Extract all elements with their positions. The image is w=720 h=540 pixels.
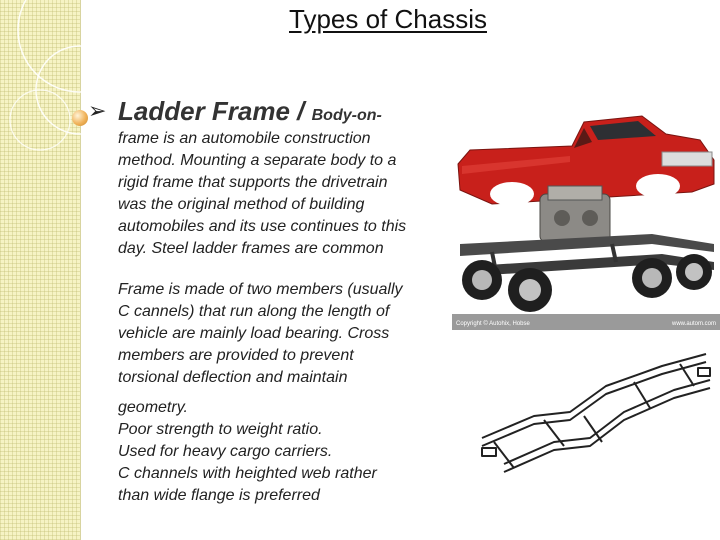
ladder-frame-icon bbox=[482, 354, 710, 472]
image-caption-right: www.autom.com bbox=[671, 321, 716, 327]
paragraph-properties: geometry. Poor strength to weight ratio. Used for heavy cargo carriers. C channels with heighted web rather than wide flange is preferred bbox=[118, 399, 377, 504]
bullet-dot-icon bbox=[72, 110, 88, 126]
image-caption-left: Copyright © Autohix, Hobse bbox=[456, 321, 530, 327]
bullet-heading bbox=[118, 96, 382, 127]
paragraph-definition: frame is an automobile construction method. Mounting a separate body to a rigid frame that supports the drivetrain was the original method of building automobiles and its use continues to this day. Steel ladder frames are common bbox=[118, 130, 407, 257]
slide-title: Types of Chassis bbox=[289, 4, 487, 34]
engine-icon bbox=[540, 186, 610, 242]
exploded-truck-image bbox=[452, 94, 720, 330]
heading-main: Ladder Frame / bbox=[118, 96, 312, 126]
heading-small: Body-on- bbox=[311, 107, 382, 124]
ladder-frame-image bbox=[474, 346, 714, 474]
paragraph-members: Frame is made of two members (usually C cannels) that run along the length of vehicle are mainly load bearing. Cross members are provided to prevent torsional deflection and maintain bbox=[118, 281, 403, 386]
bullet-arrow-icon: ➢ bbox=[88, 98, 107, 123]
